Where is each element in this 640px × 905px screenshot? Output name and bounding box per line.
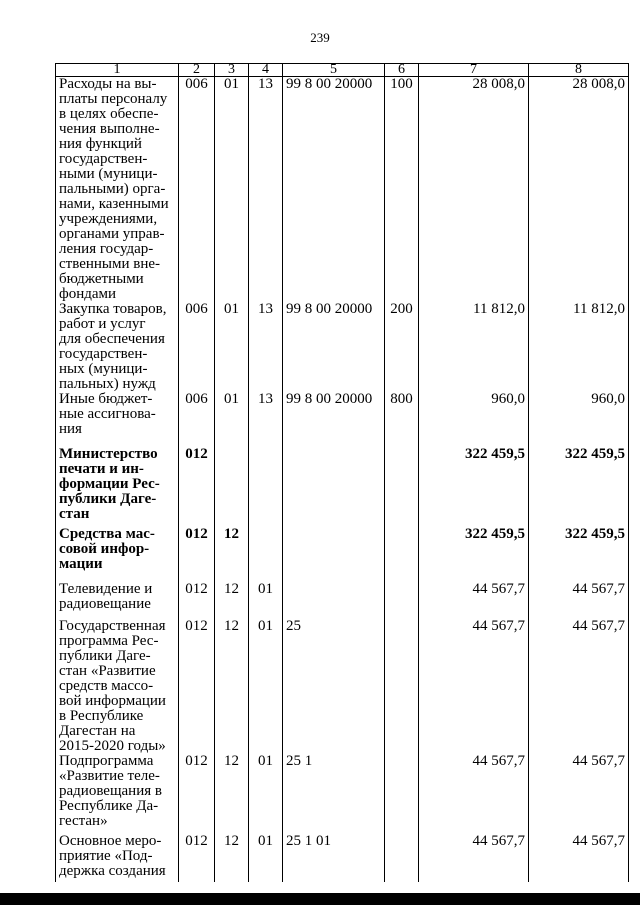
cell-amount-7: 28 008,0 — [419, 77, 529, 303]
cell-amount-7: 322 459,5 — [419, 447, 529, 527]
cell-target-article — [283, 447, 385, 527]
cell-subsection-code: 01 — [249, 619, 283, 754]
cell-amount-8: 44 567,7 — [529, 582, 629, 619]
cell-subsection-code: 01 — [249, 582, 283, 619]
cell-target-article: 99 8 00 20000 — [283, 77, 385, 303]
cell-section-code: 12 — [215, 527, 249, 582]
row-name: Министерство печати и ин- формации Рес- публики Даге- стан — [56, 447, 179, 527]
cell-target-article: 99 8 00 20000 — [283, 392, 385, 447]
cell-amount-7: 322 459,5 — [419, 527, 529, 582]
cell-amount-8: 11 812,0 — [529, 302, 629, 392]
row-name: Государственная программа Рес- публики Даге- стан «Развитие средств массо- вой информации в Республике Дагестан на 2015-2020 годы» — [56, 619, 179, 754]
cell-amount-8: 322 459,5 — [529, 447, 629, 527]
cell-ministry-code: 012 — [179, 447, 215, 527]
cell-target-article: 25 1 — [283, 754, 385, 834]
table-row — [56, 302, 629, 392]
cell-amount-8: 28 008,0 — [529, 77, 629, 303]
column-header-1: 1 — [56, 64, 179, 77]
cell-amount-8: 960,0 — [529, 392, 629, 447]
cell-subsection-code: 13 — [249, 302, 283, 392]
column-header-6: 6 — [385, 64, 419, 77]
cell-expense-type — [385, 447, 419, 527]
cell-ministry-code: 006 — [179, 302, 215, 392]
table-row — [56, 619, 629, 754]
row-name: Подпрограмма «Развитие теле- радиовещания в Республике Да- гестан» — [56, 754, 179, 834]
cell-target-article: 25 1 01 — [283, 834, 385, 882]
cell-amount-8: 44 567,7 — [529, 754, 629, 834]
table-row — [56, 447, 629, 527]
cell-target-article — [283, 527, 385, 582]
cell-expense-type — [385, 527, 419, 582]
cell-ministry-code: 012 — [179, 834, 215, 882]
cell-expense-type — [385, 619, 419, 754]
cell-ministry-code: 006 — [179, 392, 215, 447]
cell-subsection-code — [249, 527, 283, 582]
column-header-5: 5 — [283, 64, 385, 77]
cell-ministry-code: 006 — [179, 77, 215, 303]
table-row — [56, 582, 629, 619]
cell-subsection-code: 13 — [249, 77, 283, 303]
cell-amount-7: 44 567,7 — [419, 582, 529, 619]
cell-amount-8: 44 567,7 — [529, 834, 629, 882]
row-name: Основное меро- приятие «Под- держка создания — [56, 834, 179, 882]
cell-ministry-code: 012 — [179, 527, 215, 582]
header-row — [56, 64, 629, 77]
cell-expense-type — [385, 582, 419, 619]
table-row — [56, 77, 629, 303]
cell-section-code: 12 — [215, 754, 249, 834]
cell-amount-7: 44 567,7 — [419, 754, 529, 834]
cell-section-code: 01 — [215, 77, 249, 303]
row-name: Иные бюджет- ные ассигнова- ния — [56, 392, 179, 447]
row-name: Телевидение и радиовещание — [56, 582, 179, 619]
cell-subsection-code: 13 — [249, 392, 283, 447]
column-header-7: 7 — [419, 64, 529, 77]
cell-section-code: 01 — [215, 302, 249, 392]
column-header-8: 8 — [529, 64, 629, 77]
cell-target-article: 99 8 00 20000 — [283, 302, 385, 392]
cell-subsection-code: 01 — [249, 754, 283, 834]
row-name: Средства мас- совой инфор- мации — [56, 527, 179, 582]
cell-amount-7: 44 567,7 — [419, 619, 529, 754]
page-number: 239 — [310, 30, 330, 45]
cell-subsection-code: 01 — [249, 834, 283, 882]
column-header-3: 3 — [215, 64, 249, 77]
cell-target-article: 25 — [283, 619, 385, 754]
cell-expense-type — [385, 754, 419, 834]
cell-amount-8: 322 459,5 — [529, 527, 629, 582]
cell-expense-type: 100 — [385, 77, 419, 303]
cell-subsection-code — [249, 447, 283, 527]
cell-amount-7: 11 812,0 — [419, 302, 529, 392]
cell-expense-type — [385, 834, 419, 882]
cell-expense-type: 800 — [385, 392, 419, 447]
cell-section-code: 12 — [215, 834, 249, 882]
column-header-4: 4 — [249, 64, 283, 77]
cell-section-code: 12 — [215, 619, 249, 754]
cell-section-code: 12 — [215, 582, 249, 619]
row-name: Закупка товаров, работ и услуг для обеспечения государствен- ных (муници- пальных) нужд — [56, 302, 179, 392]
table-row — [56, 754, 629, 834]
table-row — [56, 527, 629, 582]
cell-section-code: 01 — [215, 392, 249, 447]
row-name: Расходы на вы- платы персоналу в целях обеспе- чения выполне- ния функций государствен- ными (муници- пальными) орга- нами, казенными учреждениями, органами управ- ления государ- ственными вне- бюджетными фондами — [56, 77, 179, 303]
cell-amount-7: 960,0 — [419, 392, 529, 447]
scan-bottom-edge — [0, 893, 640, 905]
cell-ministry-code: 012 — [179, 619, 215, 754]
cell-ministry-code: 012 — [179, 754, 215, 834]
table-row — [56, 392, 629, 447]
cell-amount-7: 44 567,7 — [419, 834, 529, 882]
cell-amount-8: 44 567,7 — [529, 619, 629, 754]
table-row — [56, 834, 629, 882]
cell-section-code — [215, 447, 249, 527]
column-header-2: 2 — [179, 64, 215, 77]
cell-expense-type: 200 — [385, 302, 419, 392]
cell-target-article — [283, 582, 385, 619]
cell-ministry-code: 012 — [179, 582, 215, 619]
budget-table — [55, 63, 629, 882]
